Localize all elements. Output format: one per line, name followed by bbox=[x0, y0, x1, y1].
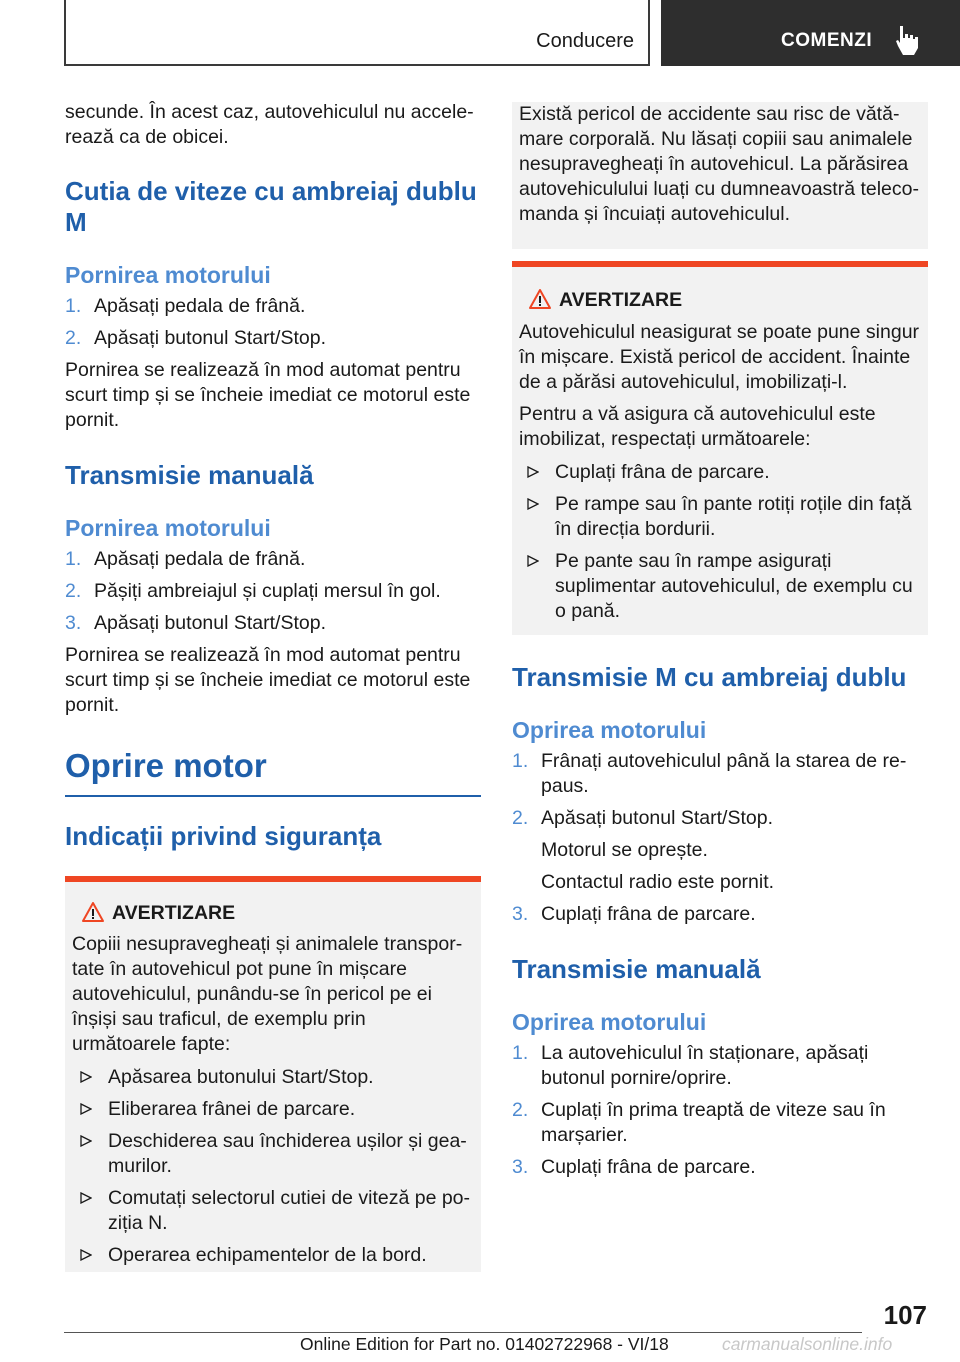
pointing-hand-icon bbox=[893, 24, 923, 56]
list-item: Eliberarea frânei de parcare. bbox=[72, 1097, 474, 1122]
warning-list bbox=[519, 460, 921, 624]
section-title-manual: Transmisie manuală bbox=[65, 460, 314, 490]
list-item: 2. Apăsați butonul Start/Stop. Motorul se oprește. Contactul radio este pornit. bbox=[512, 807, 775, 893]
footer-watermark: carmanualsonline.info bbox=[722, 1334, 893, 1354]
footer-edition: Online Edition for Part no. 01402722968 - VI/18 bbox=[300, 1334, 669, 1354]
start-steps-manual bbox=[65, 547, 481, 636]
section-title-safety: Indicații privind siguranța bbox=[65, 821, 382, 851]
header-chapter-tab bbox=[661, 0, 960, 66]
triangle-bullet-icon bbox=[527, 498, 539, 510]
warning-triangle-icon bbox=[81, 901, 105, 923]
triangle-bullet-icon bbox=[80, 1135, 92, 1147]
section-title-dct: Cutia de viteze cu ambreiaj dublu M bbox=[65, 176, 477, 237]
list-item: 2. Cuplați în prima treaptă de viteze sau în marșarier. bbox=[512, 1099, 886, 1146]
list-item: Operarea echipamentelor de la bord. bbox=[72, 1243, 474, 1272]
subsection-title-stop-engine-manual: Oprirea motorului bbox=[512, 1009, 707, 1035]
list-item: 3. Apăsați butonul Start/Stop. bbox=[65, 612, 326, 634]
list-item: Apăsarea butonului Start/Stop. bbox=[72, 1065, 474, 1090]
warning-title: AVERTIZARE bbox=[519, 288, 921, 313]
list-item: 3. Cuplați frâna de parcare. bbox=[512, 903, 756, 925]
list-item: Cuplați frâna de parcare. bbox=[519, 460, 921, 485]
triangle-bullet-icon bbox=[80, 1249, 92, 1261]
footer-divider bbox=[64, 1332, 862, 1333]
list-item: Comutați selectorul cutiei de viteză pe poziția N. bbox=[72, 1186, 474, 1236]
start-steps-dct bbox=[65, 294, 481, 351]
warning-box-continued bbox=[512, 102, 928, 249]
stop-steps-m-dct bbox=[512, 749, 928, 927]
warning-text: Autovehiculul neasigurat se poate pune singur în mișcare. Există pericol de accident. Înainte de a părăsi autovehiculul, imobilizați-l. bbox=[519, 321, 920, 393]
start-note-dct: Pornirea se realizează în mod automat pentru scurt timp și se încheie imediat ce motorul este pornit. bbox=[65, 359, 471, 431]
triangle-bullet-icon bbox=[80, 1071, 92, 1083]
list-item: Deschiderea sau închiderea ușilor și geamurilor. bbox=[72, 1129, 474, 1179]
title-underline bbox=[65, 795, 481, 797]
list-item: 1. La autovehiculul în staționare, apăsați butonul pornire/oprire. bbox=[512, 1042, 869, 1089]
start-note-manual: Pornirea se realizează în mod automat pentru scurt timp și se încheie imediat ce motorul este pornit. bbox=[65, 644, 471, 716]
warning-list bbox=[72, 1065, 474, 1272]
section-title-m-dct: Transmisie M cu ambreiaj dublu bbox=[512, 662, 907, 692]
intro-text: secunde. În acest caz, autovehiculul nu accelerează ca de obicei. bbox=[65, 101, 474, 148]
main-title-stop-engine: Oprire motor bbox=[65, 747, 267, 784]
list-item: Pe pante sau în rampe asigurați suplimentar autovehiculul, de exemplu cu o pană. bbox=[519, 549, 921, 624]
triangle-bullet-icon bbox=[527, 466, 539, 478]
warning-box-children bbox=[65, 876, 481, 1272]
left-column bbox=[65, 100, 481, 1272]
list-item: 1. Frânați autovehiculul până la starea de repaus. bbox=[512, 750, 907, 797]
subsection-title-start-engine: Pornirea motorului bbox=[65, 262, 271, 288]
triangle-bullet-icon bbox=[80, 1103, 92, 1115]
list-item: 1. Apăsați pedala de frână. bbox=[65, 295, 306, 317]
warning-triangle-icon bbox=[528, 288, 552, 310]
warning-box-parking bbox=[512, 261, 928, 635]
stop-steps-manual bbox=[512, 1041, 928, 1180]
warning-continued-text: Există pericol de accidente sau risc de vătămare corporală. Nu lăsați copiii sau animalele nesupravegheați în autovehicul. La părăsirea autovehiculului luați cu dumneavoastră telecomanda și încuiați autovehiculul. bbox=[519, 103, 919, 225]
header-section-label: Conducere bbox=[536, 30, 634, 52]
page-number: 107 bbox=[883, 1300, 927, 1330]
triangle-bullet-icon bbox=[527, 555, 539, 567]
list-item: Pe rampe sau în pante rotiți roțile din față în direcția bordurii. bbox=[519, 492, 921, 542]
header-chapter-label: COMENZI bbox=[781, 30, 873, 51]
right-column bbox=[512, 102, 928, 1180]
list-item: 2. Apăsați butonul Start/Stop. bbox=[65, 327, 326, 349]
list-item: 3. Cuplați frâna de parcare. bbox=[512, 1156, 756, 1178]
subsection-title-stop-engine: Oprirea motorului bbox=[512, 717, 707, 743]
header-section-tab bbox=[64, 0, 650, 66]
subsection-title-start-engine-manual: Pornirea motorului bbox=[65, 515, 271, 541]
warning-text-2: Pentru a vă asigura că autovehiculul este imobilizat, respectați următoarele: bbox=[519, 403, 876, 450]
warning-text: Copiii nesupravegheați și animalele transportate în autovehicul pot pune în mișcare autovehiculul, punându-se în pericol pe ei înșiși sau traficul, de exemplu prin următoarele fapte: bbox=[72, 933, 463, 1055]
warning-title: AVERTIZARE bbox=[72, 901, 474, 926]
section-title-manual-stop: Transmisie manuală bbox=[512, 954, 761, 984]
list-item: 2. Pășiți ambreiajul și cuplați mersul în gol. bbox=[65, 580, 441, 602]
triangle-bullet-icon bbox=[80, 1192, 92, 1204]
list-item: 1. Apăsați pedala de frână. bbox=[65, 548, 306, 570]
